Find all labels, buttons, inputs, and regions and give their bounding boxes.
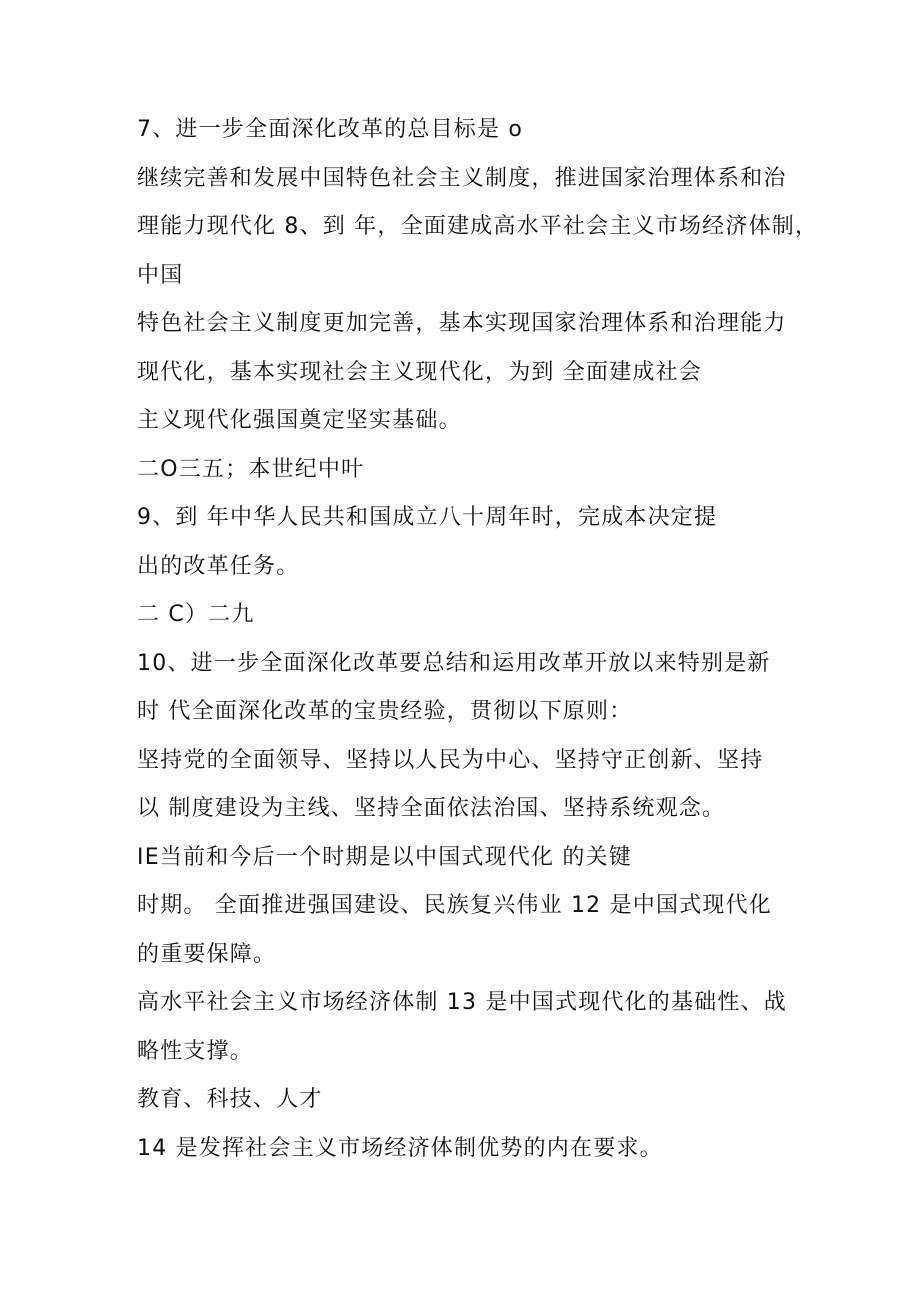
question-10-line-1: 10、进一步全面深化改革要总结和运用改革开放以来特别是新	[137, 650, 771, 676]
question-14-line: 14 是发挥社会主义市场经济体制优势的内在要求。	[137, 1135, 663, 1161]
question-7-line: 7、进一步全面深化改革的总目标是 o	[137, 117, 524, 142]
question-11-12-line: 时期。 全面推进强国建设、民族复兴伟业 12 是中国式现代化	[137, 893, 772, 918]
question-8-line-4: 现代化，基本实现社会主义现代化，为到 全面建成社会	[137, 359, 702, 385]
answer-7-question-8-line: 理能力现代化 8、到 年，全面建成高水平社会主义市场经济体制，	[137, 214, 819, 239]
answer-8-line: 二O三五；本世纪中叶	[137, 456, 365, 482]
question-8-line-5: 主义现代化强国奠定坚实基础。	[137, 408, 462, 433]
answer-10-line-2: 以 制度建设为主线、坚持全面依法治国、坚持系统观念。	[137, 796, 726, 821]
answer-13-line: 教育、科技、人才	[137, 1087, 323, 1112]
answer-10-line-1: 坚持党的全面领导、坚持以人民为中心、坚持守正创新、坚持	[137, 747, 764, 773]
question-13-line-2: 略性支撑。	[137, 1038, 254, 1064]
question-8-line-2: 中国	[137, 262, 184, 288]
answer-12-question-13-line: 高水平社会主义市场经济体制 13 是中国式现代化的基础性、战	[137, 990, 787, 1015]
answer-9-line: 二 C）二九	[137, 602, 255, 627]
question-11-line-1: IE当前和今后一个时期是以中国式现代化 的关键	[137, 844, 632, 870]
answer-7-line-1: 继续完善和发展中国特色社会主义制度，推进国家治理体系和治	[137, 165, 787, 191]
question-9-line-2: 出的改革任务。	[137, 553, 300, 579]
question-12-line-2: 的重要保障。	[137, 941, 277, 967]
question-9-line-1: 9、到 年中华人民共和国成立八十周年时，完成本决定提	[137, 505, 718, 530]
document-body	[137, 112, 819, 1179]
question-8-line-3: 特色社会主义制度更加完善，基本实现国家治理体系和治理能力	[137, 311, 787, 336]
question-10-line-2: 时 代全面深化改革的宝贵经验，贯彻以下原则：	[137, 699, 633, 724]
